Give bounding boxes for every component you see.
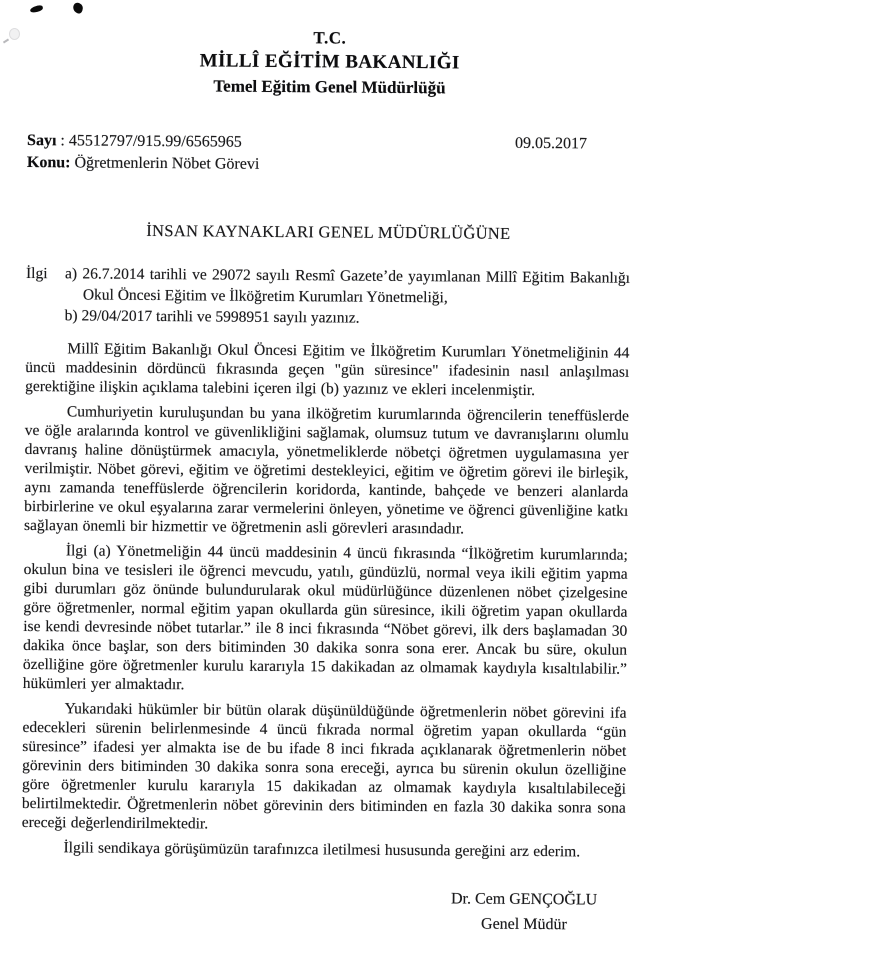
letterhead-ministry: MİLLÎ EĞİTİM BAKANLIĞI bbox=[199, 50, 460, 74]
signatory-name: Dr. Cem GENÇOĞLU bbox=[450, 890, 598, 909]
konu-value: Öğretmenlerin Nöbet Görevi bbox=[74, 154, 260, 173]
closing-paragraph: İlgili sendikaya görüşümüzün tarafınızca iletilmesi hususunda gereğini arz ederim. bbox=[63, 839, 581, 861]
reference-item-b: b) 29/04/2017 tarihli ve 5998951 sayılı yazınız. bbox=[64, 307, 360, 327]
reference-item-a: a) 26.7.2014 tarihli ve 29072 sayılı Resmî Gazete’de yayımlanan Millî Eğitim Bakanlığı Okul Öncesi Eğitim ve İlköğretim Kurumları Yönetmeliği, bbox=[64, 265, 631, 307]
sayi-value: : 45512797/915.99/6565965 bbox=[60, 132, 242, 151]
paragraph-1: Millî Eğitim Bakanlığı Okul Öncesi Eğitim ve İlköğretim Kurumları Yönetmeliğinin 44 üncü maddesinin dördüncü fıkrasında geçen "gün süresince" ifadesinin nasıl anlaşılması gerektiğine ilişkin açıklama talebini içeren ilgi (b) yazınız ve ekleri incelenmiştir. bbox=[25, 340, 630, 399]
body-text bbox=[21, 339, 629, 862]
letter-body bbox=[21, 24, 632, 938]
scan-smudge bbox=[9, 28, 20, 40]
reference-block bbox=[26, 263, 630, 331]
konu-label: Konu: bbox=[26, 153, 71, 172]
letterhead bbox=[27, 24, 632, 102]
recipient-line: İNSAN KAYNAKLARI GENEL MÜDÜRLÜĞÜNE bbox=[146, 220, 511, 243]
konu-row bbox=[27, 152, 631, 179]
paragraph-3: İlgi (a) Yönetmeliğin 44 üncü maddesinin 4 üncü fıkrasında “İlköğretim kurumlarında; okulun bina ve tesisleri ile öğrenci mevcudu, yatılı, gündüzlü, normal veya ikili eğitim yapma gibi durumları göz önünde bulundurularak okul müdürlüğünce düzenlenen nöbet çizelgesine göre öğretmenler, normal eğitim yapan okullarda gün süresince, ikili öğretim yapan okullarda ise kendi devresinde nöbet tutarlar.” ile 8 inci fıkrasında “Nöbet görevi, ilk ders başlamadan 30 dakika önce başlar, son ders bitiminden 30 dakika sonra sona erer. Ancak bu süre, okulun özelliğine göre öğretmenler kurulu kararıyla 15 dakikadan az olmamak kaydıyla kısaltılabilir.” hükümleri yer almaktadır. bbox=[22, 542, 628, 694]
paragraph-2: Cumhuriyetin kuruluşundan bu yana ilköğretim kurumlarında öğrencilerin teneffüslerde ve öğle aralarında kontrol ve güvenlikliğini sağlamak, olumsuz tutum ve davranışlarını olumlu davranış haline dönüştürmek amacıyla, yönetmeliklerde nöbetçi öğretmen uygulamasına yer verilmiştir. Nöbet görevi, eğitim ve öğretimi destekleyici, eğitim ve öğretim görevi ile birleşik, aynı zamanda teneffüslerde öğrencilerin koridorda, kantinde, bahçede ve benzeri alanlarda birbirlerine ve okul eşyalarına zarar vermelerini önleyen, yönetime ve öğrenci güvenliğine katkı sağlayan önemli bir hizmettir ve öğretmenin asli görevleri arasındadır. bbox=[23, 403, 630, 538]
sayi-label: Sayı bbox=[27, 131, 57, 150]
letterhead-unit: Temel Eğitim Genel Müdürlüğü bbox=[213, 76, 446, 98]
reference-label: İlgi bbox=[25, 264, 48, 283]
scan-ink-blot bbox=[29, 5, 43, 14]
reference-items bbox=[65, 263, 630, 330]
signatory-title: Genel Müdür bbox=[480, 915, 567, 934]
letter-date: 09.05.2017 bbox=[515, 134, 588, 153]
paragraph-4: Yukarıdaki hükümler bir bütün olarak düşünüldüğünde öğretmenlerin nöbet görevini ifa edecekleri sürenin belirlenmesinde 4 üncü fıkrada normal öğretim yapan okullarda “gün süresince” ifadesi yer almakta ise de bu ifade 8 inci fıkrada açıklanarak öğretmenlerin nöbet görevinin ders bitiminden 30 dakika sonra sona ereceği, ayrıca bu sürenin okulun özelliğine göre öğretmenler kurulu kararıyla 15 dakikadan az olmamak kaydıyla kısaltılabileceği belirtilmektedir. Öğretmenlerin nöbet görevinin ders bitiminden en fazla 30 dakika sonra sona ereceği değerlendirilmektedir. bbox=[21, 700, 627, 833]
scan-ink-blot bbox=[71, 1, 84, 14]
letterhead-state: T.C. bbox=[313, 28, 347, 48]
scan-speck bbox=[3, 39, 9, 44]
signature-block bbox=[421, 886, 627, 938]
